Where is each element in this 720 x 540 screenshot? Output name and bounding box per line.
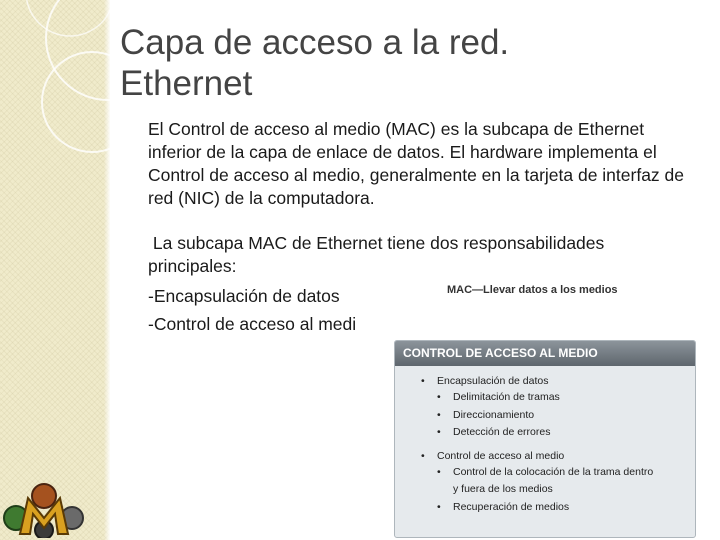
- bullet-icon: •: [421, 449, 425, 462]
- sub-item-label: Detección de errores: [453, 426, 551, 438]
- panel-header: CONTROL DE ACCESO AL MEDIO: [395, 341, 695, 366]
- responsibilities-line-3: -Encapsulación de datos: [148, 286, 340, 306]
- sub-item-label: Recuperación de medios: [453, 500, 570, 513]
- bullet-icon: •: [437, 408, 441, 421]
- slide-title: [120, 22, 700, 104]
- slide-body: [148, 118, 693, 336]
- bullet-icon: •: [437, 465, 441, 478]
- list-item: [437, 499, 695, 517]
- slide-title-line-1: Capa de acceso a la red.: [120, 23, 510, 62]
- bullet-icon: •: [437, 500, 441, 513]
- group-label-encapsulation: Encapsulación de datos: [437, 375, 549, 387]
- decorative-left-strip: [0, 0, 110, 540]
- body-paragraph-mac: El Control de acceso al medio (MAC) es la subcapa de Ethernet inferior de la capa de enlace de datos. El hardware implementa el Control de acceso al medio, generalmente en la tarjeta de interfaz de red (NIC) de la computadora.: [148, 119, 685, 208]
- responsibilities-line-2: principales:: [148, 256, 237, 276]
- responsibilities-line-1: La subcapa MAC de Ethernet tiene dos responsabilidades: [148, 233, 605, 253]
- decorative-circles: [0, 0, 110, 540]
- list-item: [437, 464, 695, 482]
- decorative-logo-icon: [2, 478, 84, 538]
- list-item: [437, 424, 695, 442]
- panel-body: [395, 366, 695, 516]
- bullet-icon: •: [421, 375, 425, 387]
- bullet-icon: •: [437, 426, 441, 438]
- list-item: [437, 407, 695, 425]
- figure-caption: MAC—Llevar datos a los medios: [447, 284, 618, 296]
- list-item: [421, 448, 695, 464]
- mac-figure-panel: [394, 340, 696, 538]
- sub-item-label: Delimitación de tramas: [453, 391, 560, 403]
- bullet-spacer: [437, 481, 453, 499]
- sub-item-label-continued: y fuera de los medios: [453, 483, 553, 495]
- bullet-icon: •: [437, 391, 441, 403]
- responsibilities-line-4: -Control de acceso al medi: [148, 314, 357, 334]
- list-item: [437, 481, 695, 499]
- sub-item-label: Control de la colocación de la trama dentro: [453, 465, 654, 478]
- list-item: [421, 373, 695, 389]
- list-item: [437, 389, 695, 407]
- group-label-access-control: Control de acceso al medio: [437, 449, 565, 462]
- slide-title-line-2: Ethernet: [120, 64, 253, 103]
- sub-item-label: Direccionamiento: [453, 408, 535, 421]
